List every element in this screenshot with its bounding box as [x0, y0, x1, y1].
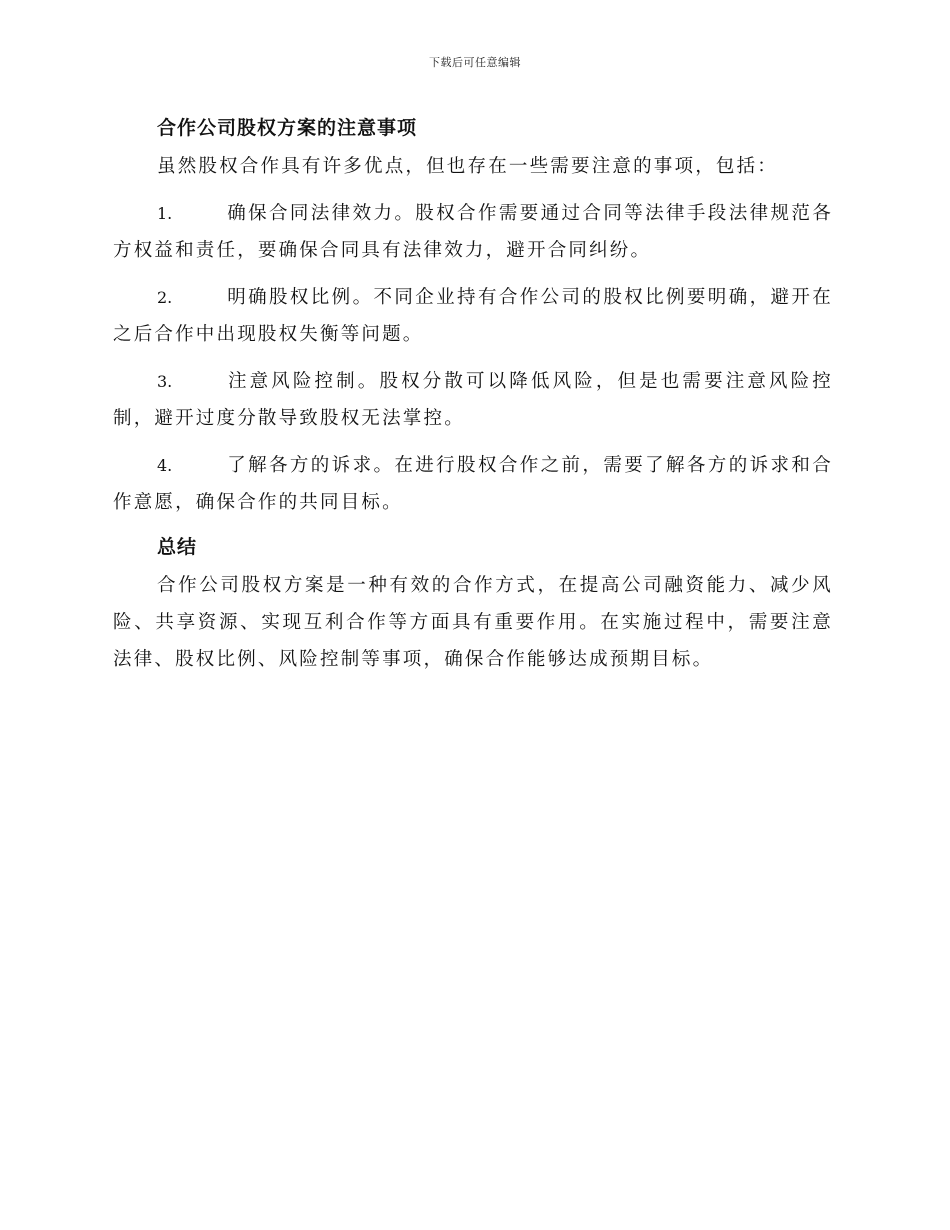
- list-item-text: 了解各方的诉求。在进行股权合作之前，需要了解各方的诉求和合作意愿，确保合作的共同目标。: [113, 455, 833, 513]
- list-item: [113, 363, 833, 437]
- intro-paragraph: 虽然股权合作具有许多优点，但也存在一些需要注意的事项，包括：: [157, 156, 779, 177]
- section-heading-summary: 总结: [157, 536, 198, 558]
- list-item: [113, 279, 833, 353]
- summary-paragraph: 合作公司股权方案是一种有效的合作方式，在提高公司融资能力、减少风险、共享资源、实现互利合作等方面具有重要作用。在实施过程中，需要注意法律、股权比例、风险控制等事项，确保合作能够达成预期目标。: [113, 575, 833, 670]
- section-heading-notes: 合作公司股权方案的注意事项: [157, 117, 418, 139]
- list-item: [113, 195, 833, 269]
- list-item-number: 3.: [157, 372, 173, 391]
- list-item-text: 确保合同法律效力。股权合作需要通过合同等法律手段法律规范各方权益和责任，要确保合同具有法律效力，避开合同纠纷。: [113, 203, 833, 261]
- list-item-number: 4.: [157, 456, 173, 475]
- list-item: [113, 447, 833, 521]
- list-item-text: 注意风险控制。股权分散可以降低风险，但是也需要注意风险控制，避开过度分散导致股权无法掌控。: [113, 371, 833, 429]
- list-item-text: 明确股权比例。不同企业持有合作公司的股权比例要明确，避开在之后合作中出现股权失衡等问题。: [113, 287, 833, 345]
- document-body: [113, 112, 833, 688]
- list-item-number: 2.: [157, 288, 173, 307]
- list-item-number: 1.: [157, 204, 173, 223]
- page-header: 下载后可任意编辑: [429, 56, 521, 69]
